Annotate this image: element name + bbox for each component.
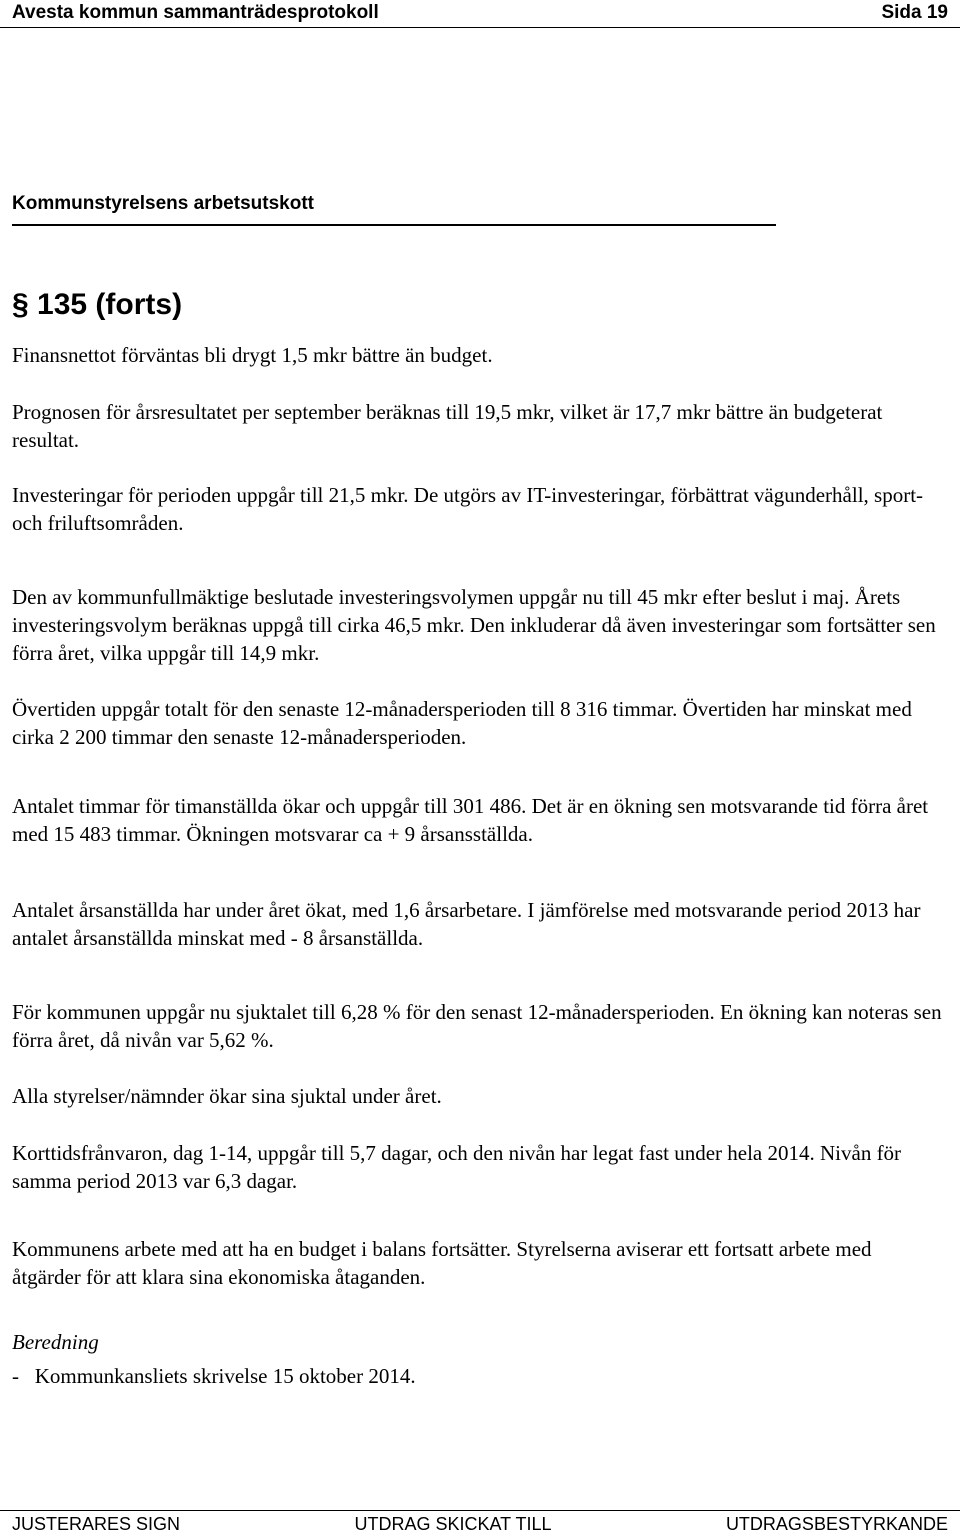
header-title: Avesta kommun sammanträdesprotokoll — [12, 2, 379, 23]
body-paragraph-8: För kommunen uppgår nu sjuktalet till 6,28 % för den senast 12-månadersperioden. En ökning kan noteras sen förra året, då nivån var 5,62 %. — [12, 1000, 942, 1052]
body-paragraph-3: Investeringar för perioden uppgår till 21,5 mkr. De utgörs av IT-investeringar, förbättrat vägunderhåll, sport- och friluftsområden. — [12, 483, 924, 535]
footer-sent-to-label: UTDRAG SKICKAT TILL — [354, 1514, 552, 1534]
footer-signature-label: JUSTERARES SIGN — [12, 1514, 181, 1534]
footer-certification-label: UTDRAGSBESTYRKANDE — [725, 1514, 948, 1534]
body-paragraph-4: Den av kommunfullmäktige beslutade investeringsvolymen uppgår nu till 45 mkr efter beslut i maj. Årets investeringsvolym beräknas uppgå till cirka 46,5 mkr. Den inkluderar då även investeringar som fortsätter sen förra året, vilka uppgår till 14,9 mkr. — [12, 585, 936, 665]
section-underline — [12, 224, 776, 226]
body-paragraph-6: Antalet timmar för timanställda ökar och uppgår till 301 486. Det är en ökning sen motsvarande tid förra året med 15 483 timmar. Ökningen motsvarar ca + 9 årsansställda. — [12, 794, 929, 846]
body-paragraph-5: Övertiden uppgår totalt för den senaste 12-månadersperioden till 8 316 timmar. Övertiden har minskat med cirka 2 200 timmar den senaste 12-månadersperioden. — [12, 697, 912, 749]
header-divider — [0, 27, 960, 28]
section-title: Kommunstyrelsens arbetsutskott — [12, 193, 314, 214]
paragraph-number: § 135 (forts) — [12, 288, 183, 321]
document-header — [12, 0, 948, 24]
body-paragraph-1: Finansnettot förväntas bli drygt 1,5 mkr bättre än budget. — [12, 343, 493, 367]
footer-divider — [0, 1510, 960, 1511]
document-footer — [12, 1514, 948, 1536]
body-paragraph-9: Alla styrelser/nämnder ökar sina sjuktal under året. — [12, 1084, 442, 1108]
body-paragraph-2: Prognosen för årsresultatet per september beräknas till 19,5 mkr, vilket är 17,7 mkr bättre än budgeterat resultat. — [12, 400, 883, 452]
body-paragraph-10: Korttidsfrånvaron, dag 1-14, uppgår till 5,7 dagar, och den nivån har legat fast under hela 2014. Nivån för samma period 2013 var 6,3 dagar. — [12, 1141, 902, 1193]
page-number: Sida 19 — [881, 2, 948, 23]
body-paragraph-11: Kommunens arbete med att ha en budget i balans fortsätter. Styrelserna aviserar ett fortsatt arbete med åtgärder för att klara sina ekonomiska åtaganden. — [12, 1237, 872, 1289]
body-paragraph-7: Antalet årsanställda har under året ökat, med 1,6 årsarbetare. I jämförelse med motsvarande period 2013 har antalet årsanställda minskat med - 8 årsanställda. — [12, 898, 921, 950]
subheading-beredning: Beredning — [12, 1330, 99, 1354]
list-item: - Kommunkansliets skrivelse 15 oktober 2014. — [12, 1364, 416, 1388]
